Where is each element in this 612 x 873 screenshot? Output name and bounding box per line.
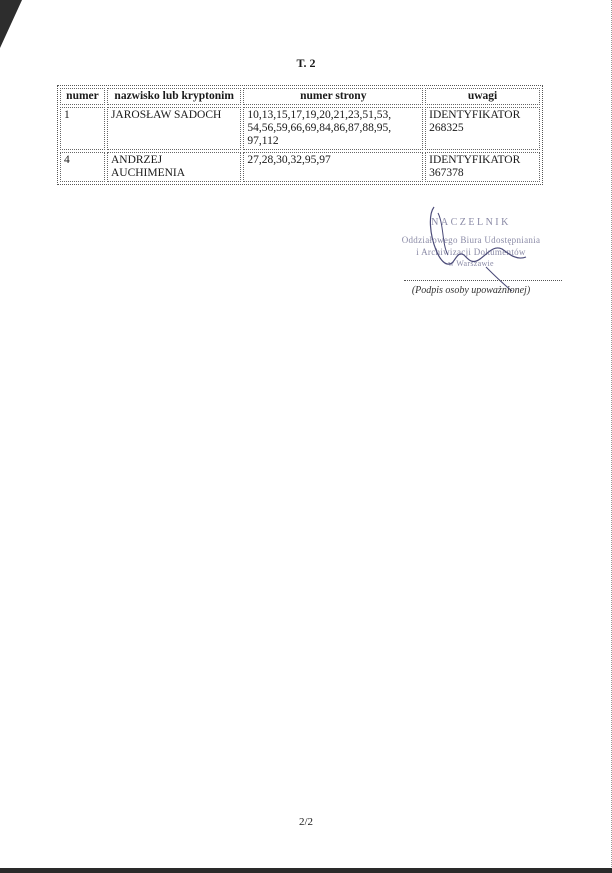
- cell-name: ANDRZEJ AUCHIMENIA: [107, 152, 241, 182]
- registry-table: [57, 85, 543, 185]
- cell-pages: 27,28,30,32,95,97: [243, 152, 423, 182]
- table-row: [60, 107, 540, 150]
- column-header-number: numer: [60, 88, 105, 105]
- table-header-row: [60, 88, 540, 105]
- document-heading: T. 2: [296, 56, 316, 70]
- column-header-name: nazwisko lub kryptonim: [107, 88, 241, 105]
- table-row: [60, 152, 540, 182]
- cell-number: 4: [60, 152, 105, 182]
- stamp-line-department: i Archiwizacji Dokumentów: [416, 247, 526, 257]
- stamp-title: NACZELNIK: [431, 217, 511, 228]
- stamp-line-city: w Warszawie: [448, 259, 494, 268]
- page-number: 2/2: [298, 816, 314, 828]
- stamp-line-office: Oddziałowego Biura Udostępniania: [401, 235, 541, 245]
- column-header-pages: numer strony: [243, 88, 423, 105]
- signature-caption: (Podpis osoby upoważnionej): [411, 285, 531, 296]
- cell-notes: IDENTYFIKATOR 268325: [425, 107, 540, 150]
- official-stamp: [376, 205, 566, 305]
- scan-bottom-edge: [0, 868, 612, 873]
- cell-number: 1: [60, 107, 105, 150]
- cell-pages: 10,13,15,17,19,20,21,23,51,53, 54,56,59,66,69,84,86,87,88,95, 97,112: [243, 107, 423, 150]
- signature-dotted-line: [404, 280, 562, 281]
- cell-notes: IDENTYFIKATOR 367378: [425, 152, 540, 182]
- column-header-notes: uwagi: [425, 88, 540, 105]
- cell-name: JAROSŁAW SADOCH: [107, 107, 241, 150]
- scan-corner-shadow: [0, 0, 24, 50]
